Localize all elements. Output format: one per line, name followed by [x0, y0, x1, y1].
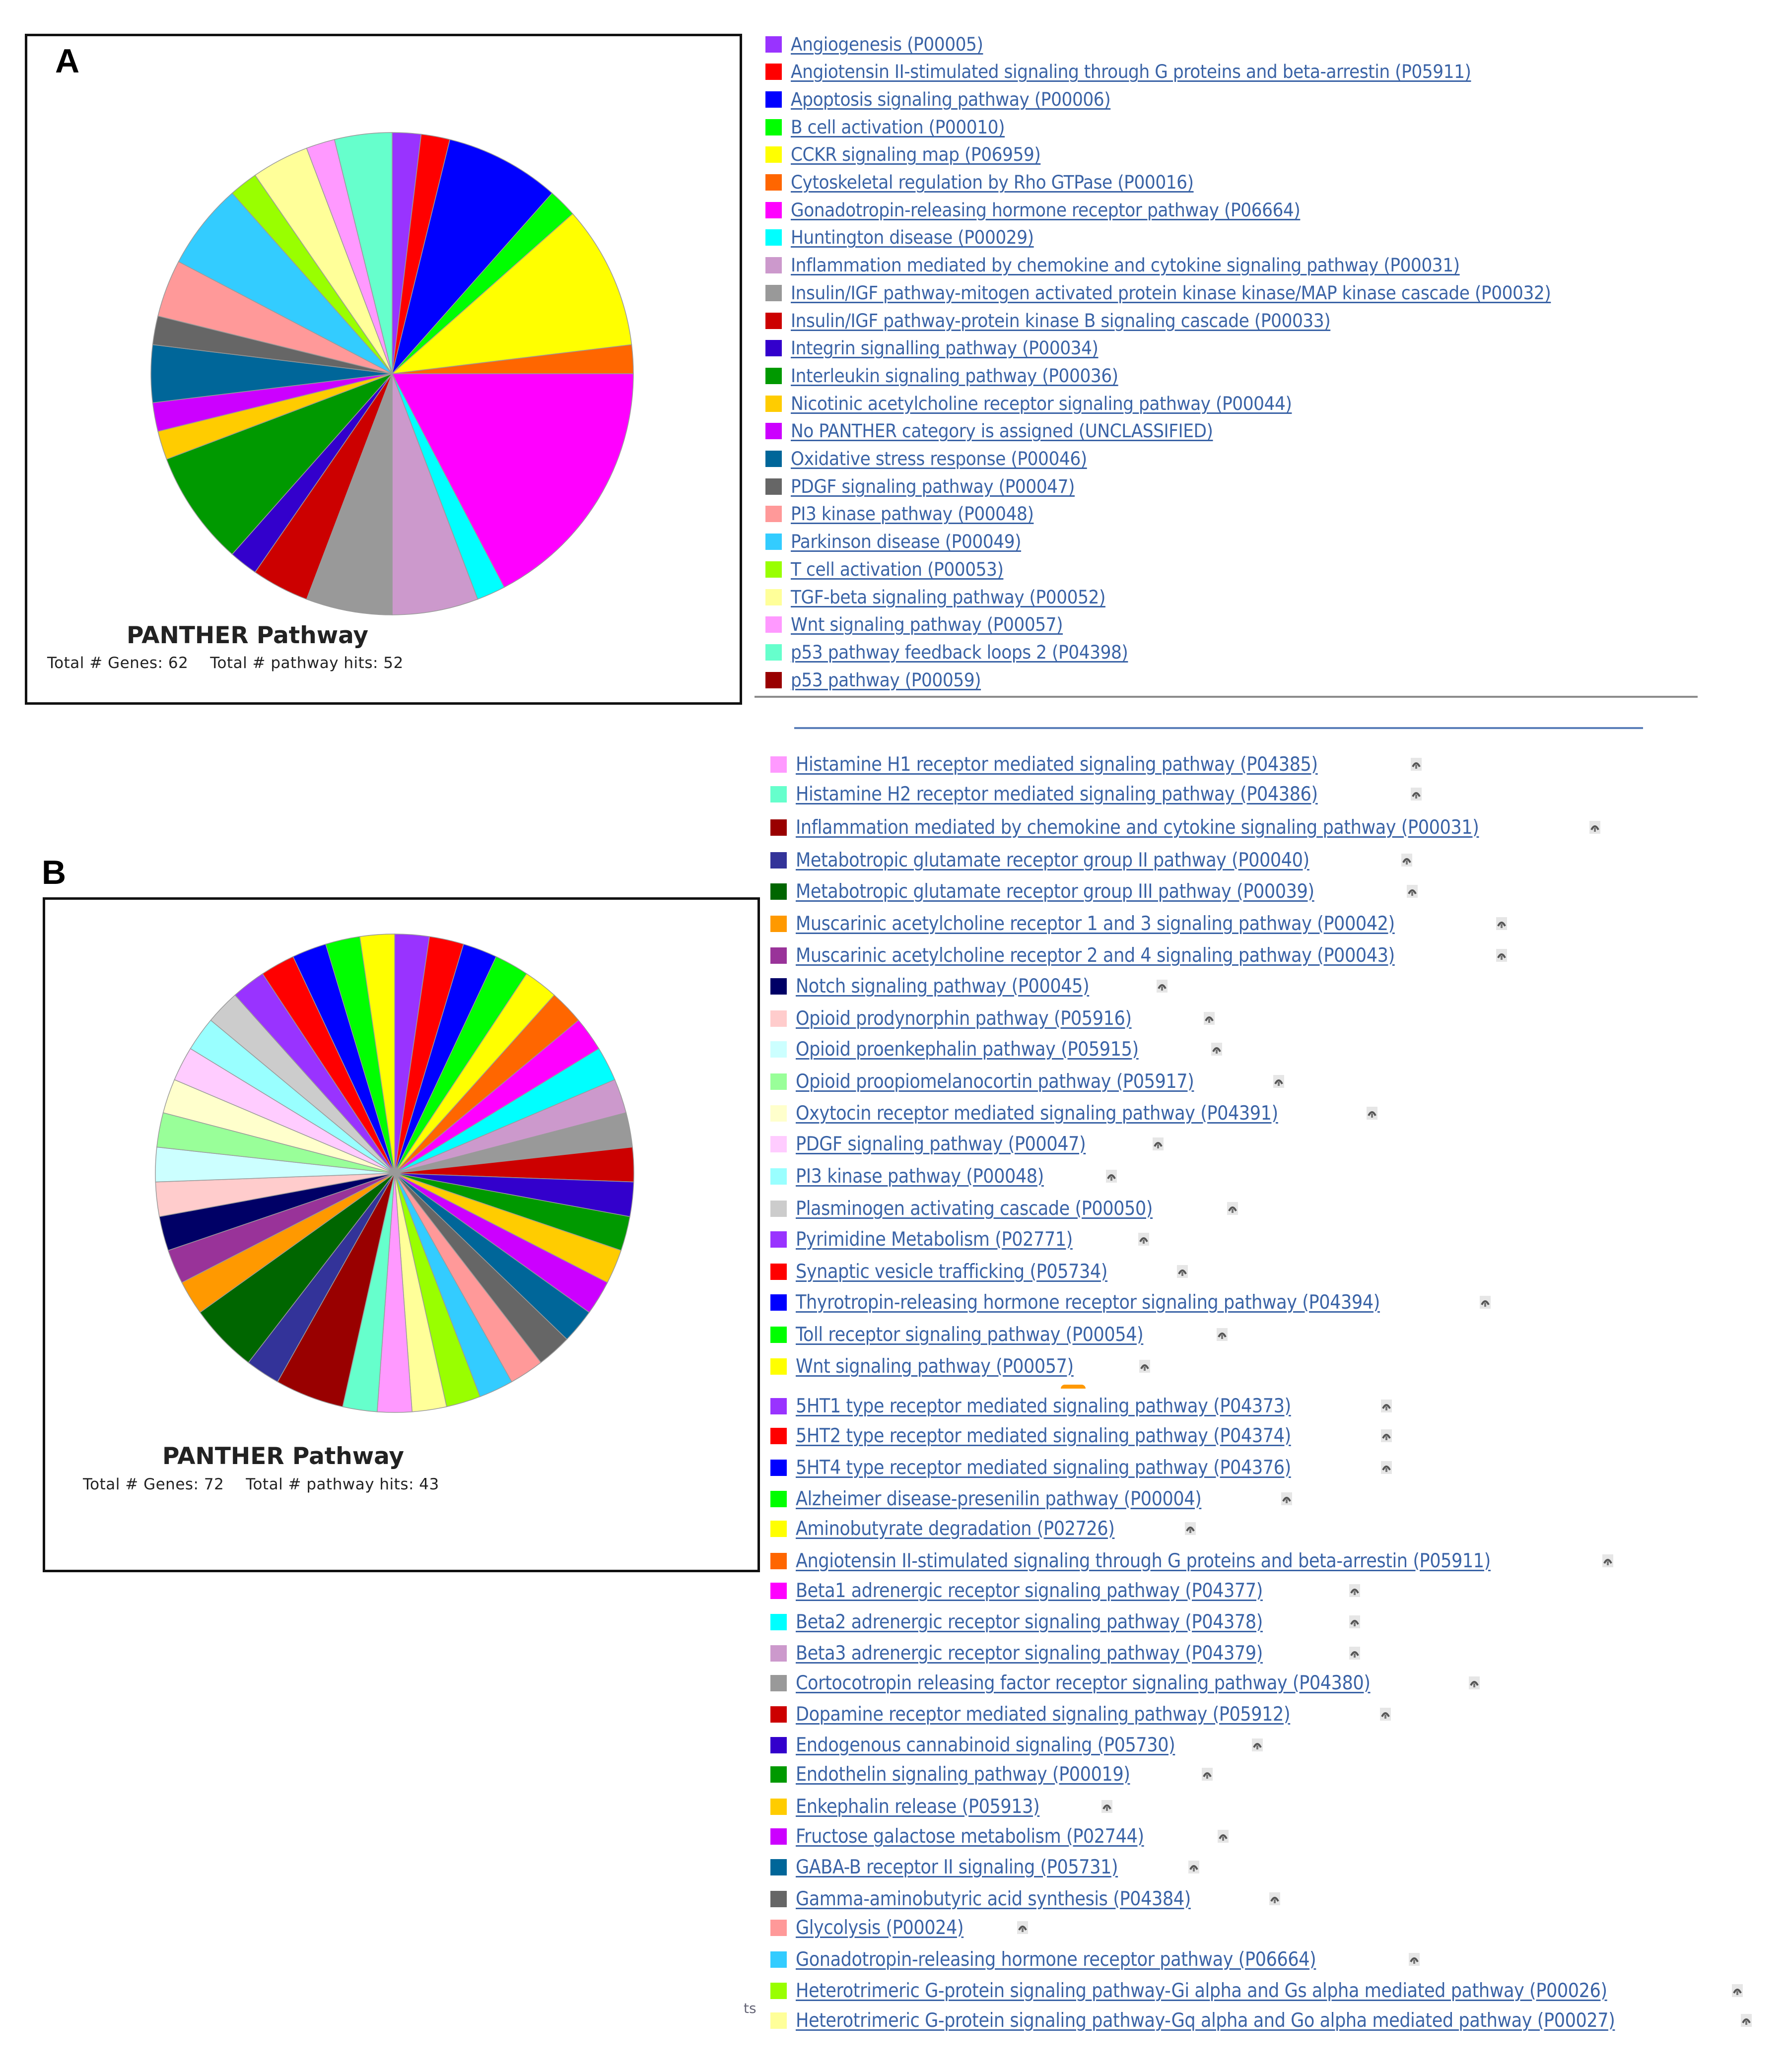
legend-swatch — [770, 916, 787, 932]
legend-swatch — [765, 285, 782, 301]
pathway-link[interactable]: Metabotropic glutamate receptor group III pathway (P00039) — [796, 880, 1314, 903]
pathway-link[interactable]: Heterotrimeric G-protein signaling pathway-Gq alpha and Go alpha mediated pathway (P00027) — [796, 2009, 1615, 2032]
legend-item[interactable] — [765, 503, 1052, 526]
pathway-diagram-icon[interactable] — [1204, 1012, 1215, 1025]
legend-item[interactable] — [770, 1260, 1188, 1283]
legend-swatch — [765, 589, 782, 605]
pathway-link[interactable]: Histamine H1 receptor mediated signaling pathway (P04385) — [796, 753, 1318, 776]
legend-swatch — [765, 202, 782, 218]
legend-item[interactable] — [770, 1703, 1391, 1726]
pathway-link[interactable]: Synaptic vesicle trafficking (P05734) — [796, 1260, 1108, 1283]
legend-swatch — [770, 1264, 787, 1280]
legend-swatch — [770, 1201, 787, 1217]
legend-swatch — [765, 644, 782, 661]
legend-swatch — [770, 947, 787, 964]
legend-swatch — [770, 883, 787, 900]
legend-item[interactable] — [765, 226, 1052, 249]
legend-swatch — [770, 1920, 787, 1936]
legend-swatch — [765, 313, 782, 329]
legend-item[interactable] — [770, 1395, 1392, 1417]
legend-swatch — [765, 451, 782, 467]
pathway-diagram-icon[interactable] — [1407, 885, 1418, 898]
legend-item[interactable] — [770, 1763, 1213, 1786]
pathway-link[interactable]: Inflammation mediated by chemokine and cytokine signaling pathway (P00031) — [791, 255, 1460, 276]
legend-swatch — [765, 506, 782, 522]
pathway-link[interactable]: 5HT4 type receptor mediated signaling pathway (P04376) — [796, 1456, 1291, 1479]
legend-swatch — [770, 2012, 787, 2029]
pathway-link[interactable]: Notch signaling pathway (P00045) — [796, 975, 1090, 998]
legend-item[interactable] — [770, 1549, 1613, 1572]
legend-swatch — [765, 91, 782, 108]
legend-item[interactable] — [765, 364, 1143, 387]
pie-b-genes-count: Total # Genes: 72 — [83, 1475, 224, 1493]
legend-swatch — [765, 534, 782, 550]
pathway-diagram-icon[interactable] — [1349, 1584, 1360, 1597]
pathway-link[interactable]: Cortocotropin releasing factor receptor signaling pathway (P04380) — [796, 1671, 1371, 1694]
pathway-link[interactable]: T cell activation (P00053) — [791, 558, 1004, 580]
pathway-link[interactable]: Oxidative stress response (P00046) — [791, 448, 1087, 469]
legend-swatch — [765, 478, 782, 495]
pathway-link[interactable]: Opioid proenkephalin pathway (P05915) — [796, 1038, 1139, 1061]
pathway-link[interactable]: p53 pathway (P00059) — [791, 669, 981, 691]
pathway-diagram-icon[interactable] — [1380, 1708, 1391, 1721]
pathway-link[interactable]: PDGF signaling pathway (P00047) — [796, 1133, 1086, 1155]
pathway-diagram-icon[interactable] — [1401, 854, 1412, 867]
legend-item[interactable] — [770, 1734, 1263, 1756]
pathway-diagram-icon[interactable] — [1381, 1400, 1392, 1412]
legend-item[interactable] — [770, 1487, 1292, 1510]
legend-item[interactable] — [770, 1979, 1743, 2002]
legend-swatch — [765, 340, 782, 356]
pathway-diagram-icon[interactable] — [1217, 1328, 1228, 1341]
legend-item[interactable] — [770, 1610, 1360, 1633]
pathway-link[interactable]: Glycolysis (P00024) — [796, 1916, 964, 1939]
legend-item[interactable] — [765, 33, 998, 56]
legend-swatch — [770, 756, 787, 773]
legend-swatch — [770, 1460, 787, 1476]
pathway-diagram-icon[interactable] — [1381, 1429, 1392, 1442]
stray-text: ts — [744, 2000, 756, 2016]
pathway-link[interactable]: 5HT1 type receptor mediated signaling pathway (P04373) — [796, 1395, 1291, 1417]
pathway-diagram-icon[interactable] — [1211, 1043, 1222, 1056]
pathway-link[interactable]: Fructose galactose metabolism (P02744) — [796, 1825, 1144, 1848]
pathway-link[interactable]: Thyrotropin-releasing hormone receptor signaling pathway (P04394) — [796, 1291, 1380, 1314]
pathway-diagram-icon[interactable] — [1281, 1492, 1292, 1505]
legend-swatch — [770, 1614, 787, 1630]
legend-item[interactable] — [765, 558, 1020, 581]
legend-item[interactable] — [770, 880, 1418, 903]
pie-chart-a — [144, 126, 640, 622]
legend-item[interactable] — [770, 1795, 1112, 1818]
legend-swatch — [770, 1294, 787, 1311]
pathway-link[interactable]: Enkephalin release (P05913) — [796, 1795, 1040, 1818]
pathway-link[interactable]: Apoptosis signaling pathway (P00006) — [791, 88, 1111, 110]
pathway-link[interactable]: Parkinson disease (P00049) — [791, 531, 1022, 553]
pathway-link[interactable]: Endogenous cannabinoid signaling (P05730) — [796, 1734, 1175, 1756]
pathway-diagram-icon[interactable] — [1269, 1892, 1280, 1905]
legend-swatch — [770, 1891, 787, 1907]
pathway-diagram-icon[interactable] — [1349, 1647, 1360, 1660]
legend-swatch — [770, 1828, 787, 1845]
legend-swatch — [765, 423, 782, 439]
legend-item[interactable] — [765, 392, 1329, 415]
pie-a-totals — [47, 654, 404, 672]
legend-item[interactable] — [765, 143, 1059, 166]
legend-swatch — [770, 1675, 787, 1691]
pathway-link[interactable]: Inflammation mediated by chemokine and cytokine signaling pathway (P00031) — [796, 816, 1479, 839]
pathway-link[interactable]: Beta2 adrenergic receptor signaling pathway (P04378) — [796, 1610, 1263, 1633]
legend-item[interactable] — [770, 1102, 1377, 1125]
legend-item[interactable] — [765, 586, 1129, 608]
legend-swatch — [770, 1168, 787, 1185]
legend-swatch — [765, 257, 782, 273]
legend-swatch — [765, 174, 782, 191]
legend-item[interactable] — [765, 337, 1121, 360]
pathway-link[interactable]: Angiotensin II-stimulated signaling through G proteins and beta-arrestin (P05911) — [791, 61, 1471, 83]
legend-swatch — [770, 852, 787, 869]
legend-item[interactable] — [770, 1007, 1215, 1030]
legend-swatch — [765, 229, 782, 246]
pathway-diagram-icon[interactable] — [1252, 1738, 1263, 1751]
pathway-diagram-icon[interactable] — [1349, 1615, 1360, 1628]
legend-swatch — [770, 1105, 787, 1122]
pathway-link[interactable]: Beta1 adrenergic receptor signaling pathway (P04377) — [796, 1579, 1263, 1602]
legend-swatch — [770, 1645, 787, 1662]
pathway-diagram-icon[interactable] — [1106, 1170, 1117, 1183]
pathway-link[interactable]: Huntington disease (P00029) — [791, 227, 1034, 249]
legend-item[interactable] — [770, 1825, 1229, 1848]
legend-item[interactable] — [765, 613, 1083, 636]
pathway-link[interactable]: Aminobutyrate degradation (P02726) — [796, 1517, 1115, 1540]
legend-item[interactable] — [765, 309, 1371, 332]
pathway-diagram-icon[interactable] — [1496, 917, 1507, 930]
pathway-link[interactable]: Pyrimidine Metabolism (P02771) — [796, 1228, 1073, 1251]
legend-b-clipped-row — [794, 727, 1643, 729]
pathway-diagram-icon[interactable] — [1218, 1830, 1229, 1843]
legend-item[interactable] — [770, 1424, 1392, 1447]
pie-b-title: PANTHER Pathway — [162, 1443, 405, 1470]
legend-swatch — [770, 1398, 787, 1414]
legend-swatch — [770, 1951, 787, 1968]
legend-item[interactable] — [770, 753, 1422, 776]
legend-item[interactable] — [770, 1856, 1199, 1878]
pathway-link[interactable]: Wnt signaling pathway (P00057) — [796, 1355, 1074, 1378]
pathway-link[interactable]: Gamma-aminobutyric acid synthesis (P04384) — [796, 1887, 1191, 1910]
legend-swatch — [770, 1358, 787, 1375]
pathway-link[interactable]: Histamine H2 receptor mediated signaling pathway (P04386) — [796, 783, 1318, 805]
pathway-link[interactable]: Insulin/IGF pathway-protein kinase B signaling cascade (P00033) — [791, 310, 1331, 332]
legend-swatch — [770, 1428, 787, 1444]
pathway-link[interactable]: PDGF signaling pathway (P00047) — [791, 475, 1075, 497]
panel-b-letter: B — [42, 854, 67, 891]
legend-item[interactable] — [770, 1948, 1420, 1971]
pie-a-title: PANTHER Pathway — [127, 622, 369, 649]
legend-swatch — [765, 368, 782, 384]
legend-item[interactable] — [770, 1038, 1222, 1061]
legend-swatch — [770, 1799, 787, 1815]
pathway-link[interactable]: Opioid proopiomelanocortin pathway (P05917) — [796, 1070, 1194, 1093]
legend-swatch — [770, 1491, 787, 1507]
pathway-link[interactable]: Endothelin signaling pathway (P00019) — [796, 1763, 1130, 1786]
pathway-diagram-icon[interactable] — [1409, 1953, 1420, 1966]
legend-item[interactable] — [770, 1916, 1028, 1939]
legend-item[interactable] — [770, 1323, 1228, 1346]
pathway-link[interactable]: Metabotropic glutamate receptor group II pathway (P00040) — [796, 849, 1309, 871]
legend-item[interactable] — [765, 88, 1135, 111]
legend-item[interactable] — [770, 1291, 1491, 1314]
pathway-link[interactable]: Angiotensin II-stimulated signaling through G proteins and beta-arrestin (P05911) — [796, 1549, 1491, 1572]
legend-item[interactable] — [765, 254, 1510, 277]
legend-swatch — [770, 1041, 787, 1058]
pathway-link[interactable]: Gonadotropin-releasing hormone receptor pathway (P06664) — [796, 1948, 1316, 1971]
legend-item[interactable] — [770, 2009, 1752, 2032]
pathway-link[interactable]: CCKR signaling map (P06959) — [791, 144, 1041, 166]
legend-item[interactable] — [770, 1579, 1360, 1602]
pathway-diagram-icon[interactable] — [1153, 1137, 1164, 1150]
pathway-link[interactable]: Oxytocin receptor mediated signaling pathway (P04391) — [796, 1102, 1278, 1125]
legend-swatch — [770, 1231, 787, 1248]
panel-b-chart-frame — [43, 897, 760, 1572]
pathway-diagram-icon[interactable] — [1469, 1676, 1480, 1689]
legend-swatch — [770, 1521, 787, 1537]
legend-item[interactable] — [765, 61, 1522, 83]
pathway-link[interactable]: Toll receptor signaling pathway (P00054) — [796, 1323, 1144, 1346]
legend-item[interactable] — [770, 944, 1507, 967]
pathway-link[interactable]: Insulin/IGF pathway-mitogen activated protein kinase kinase/MAP kinase cascade (P00032) — [791, 282, 1551, 304]
pathway-diagram-icon[interactable] — [1411, 788, 1422, 801]
pathway-link[interactable]: Interleukin signaling pathway (P00036) — [791, 365, 1118, 387]
legend-swatch — [770, 1766, 787, 1783]
legend-swatch — [770, 1010, 787, 1027]
pie-a-genes-count: Total # Genes: 62 — [47, 654, 189, 672]
pathway-link[interactable]: Alzheimer disease-presenilin pathway (P00004) — [796, 1487, 1202, 1510]
panel-a-chart-frame — [25, 34, 742, 705]
legend-swatch — [770, 1859, 787, 1875]
legend-swatch — [765, 672, 782, 688]
legend-item[interactable] — [770, 1133, 1164, 1155]
pathway-diagram-icon[interactable] — [1138, 1233, 1149, 1246]
legend-swatch — [770, 1706, 787, 1723]
pathway-diagram-icon[interactable] — [1177, 1265, 1188, 1278]
pathway-diagram-icon[interactable] — [1367, 1107, 1377, 1120]
legend-item[interactable] — [770, 1070, 1284, 1093]
pathway-diagram-icon[interactable] — [1273, 1075, 1284, 1088]
legend-item[interactable] — [765, 641, 1154, 664]
legend-item[interactable] — [770, 912, 1507, 935]
legend-swatch — [770, 1136, 787, 1152]
legend-item[interactable] — [770, 1355, 1150, 1378]
pie-b-hits-count: Total # pathway hits: 43 — [246, 1475, 439, 1493]
pathway-link[interactable]: Wnt signaling pathway (P00057) — [791, 614, 1063, 636]
pathway-diagram-icon[interactable] — [1602, 1554, 1613, 1567]
pathway-diagram-icon[interactable] — [1496, 949, 1507, 962]
pathway-link[interactable]: Gonadotropin-releasing hormone receptor pathway (P06664) — [791, 199, 1301, 221]
pathway-link[interactable]: Integrin signalling pathway (P00034) — [791, 337, 1099, 359]
pathway-diagram-icon[interactable] — [1188, 1861, 1199, 1873]
pathway-link[interactable]: p53 pathway feedback loops 2 (P04398) — [791, 641, 1128, 663]
legend-swatch — [770, 1983, 787, 1999]
pathway-diagram-icon[interactable] — [1227, 1202, 1238, 1215]
pathway-link[interactable]: Plasminogen activating cascade (P00050) — [796, 1197, 1153, 1220]
legend-item[interactable] — [765, 281, 1608, 304]
pathway-link[interactable]: Beta3 adrenergic receptor signaling pathway (P04379) — [796, 1642, 1263, 1665]
legend-swatch — [765, 561, 782, 578]
legend-swatch — [770, 1583, 787, 1599]
pathway-diagram-icon[interactable] — [1411, 758, 1422, 771]
pathway-link[interactable]: No PANTHER category is assigned (UNCLASSIFIED) — [791, 420, 1213, 442]
legend-swatch — [770, 1327, 787, 1343]
legend-swatch — [770, 1737, 787, 1753]
legend-item[interactable] — [770, 849, 1412, 871]
legend-item[interactable] — [765, 420, 1245, 443]
pathway-link[interactable]: TGF-beta signaling pathway (P00052) — [791, 586, 1105, 608]
pathway-link[interactable]: Angiogenesis (P00005) — [791, 33, 983, 55]
legend-swatch — [770, 978, 787, 995]
legend-a-divider — [755, 696, 1698, 698]
legend-swatch — [765, 36, 782, 53]
orange-artifact — [1061, 1385, 1086, 1389]
legend-swatch — [770, 1553, 787, 1569]
legend-swatch — [770, 1073, 787, 1090]
legend-swatch — [765, 616, 782, 633]
legend-swatch — [770, 819, 787, 836]
legend-item[interactable] — [770, 1456, 1392, 1479]
pathway-diagram-icon[interactable] — [1101, 1800, 1112, 1813]
pathway-diagram-icon[interactable] — [1139, 1360, 1150, 1373]
pathway-link[interactable]: Muscarinic acetylcholine receptor 1 and 3 signaling pathway (P00042) — [796, 912, 1395, 935]
pathway-link[interactable]: Opioid prodynorphin pathway (P05916) — [796, 1007, 1132, 1030]
legend-swatch — [765, 64, 782, 80]
legend-swatch — [765, 396, 782, 412]
pathway-link[interactable]: B cell activation (P00010) — [791, 116, 1005, 138]
legend-item[interactable] — [770, 1228, 1149, 1251]
legend-item[interactable] — [770, 1887, 1280, 1910]
legend-item[interactable] — [765, 116, 1021, 138]
legend-item[interactable] — [765, 531, 1038, 553]
pathway-link[interactable]: PI3 kinase pathway (P00048) — [791, 503, 1034, 525]
legend-item[interactable] — [770, 783, 1422, 805]
pathway-diagram-icon[interactable] — [1381, 1461, 1392, 1474]
pathway-link[interactable]: GABA-B receptor II signaling (P05731) — [796, 1856, 1118, 1878]
legend-swatch — [765, 119, 782, 135]
pie-chart-b — [146, 925, 643, 1421]
legend-item[interactable] — [770, 1165, 1117, 1188]
legend-item[interactable] — [765, 171, 1224, 194]
pathway-diagram-icon[interactable] — [1741, 2014, 1752, 2027]
pathway-link[interactable]: PI3 kinase pathway (P00048) — [796, 1165, 1044, 1188]
pathway-diagram-icon[interactable] — [1202, 1768, 1213, 1781]
legend-item[interactable] — [770, 1517, 1196, 1540]
legend-item[interactable] — [765, 199, 1339, 221]
pathway-link[interactable]: Muscarinic acetylcholine receptor 2 and 4 signaling pathway (P00043) — [796, 944, 1395, 967]
legend-item[interactable] — [765, 475, 1096, 498]
legend-item[interactable] — [770, 1671, 1480, 1694]
legend-item[interactable] — [765, 448, 1109, 470]
pathway-diagram-icon[interactable] — [1480, 1296, 1491, 1309]
pathway-diagram-icon[interactable] — [1157, 980, 1168, 993]
pathway-link[interactable]: Nicotinic acetylcholine receptor signaling pathway (P00044) — [791, 393, 1292, 414]
panel-a-letter: A — [55, 42, 80, 80]
legend-item[interactable] — [770, 1642, 1360, 1665]
legend-swatch — [770, 786, 787, 802]
pie-b-totals — [83, 1475, 439, 1493]
legend-item[interactable] — [770, 975, 1168, 998]
pathway-link[interactable]: Heterotrimeric G-protein signaling pathway-Gi alpha and Gs alpha mediated pathway (P00026) — [796, 1979, 1607, 2002]
pie-a-hits-count: Total # pathway hits: 52 — [210, 654, 404, 672]
pathway-diagram-icon[interactable] — [1589, 821, 1600, 834]
pathway-diagram-icon[interactable] — [1185, 1522, 1196, 1535]
pathway-diagram-icon[interactable] — [1732, 1984, 1743, 1997]
pathway-link[interactable]: Dopamine receptor mediated signaling pathway (P05912) — [796, 1703, 1291, 1726]
pathway-link[interactable]: Cytoskeletal regulation by Rho GTPase (P00016) — [791, 172, 1194, 193]
legend-item[interactable] — [770, 816, 1600, 839]
pathway-link[interactable]: 5HT2 type receptor mediated signaling pathway (P04374) — [796, 1424, 1291, 1447]
legend-item[interactable] — [770, 1197, 1238, 1220]
legend-item[interactable] — [765, 668, 995, 691]
legend-swatch — [765, 146, 782, 163]
pathway-diagram-icon[interactable] — [1017, 1921, 1028, 1934]
